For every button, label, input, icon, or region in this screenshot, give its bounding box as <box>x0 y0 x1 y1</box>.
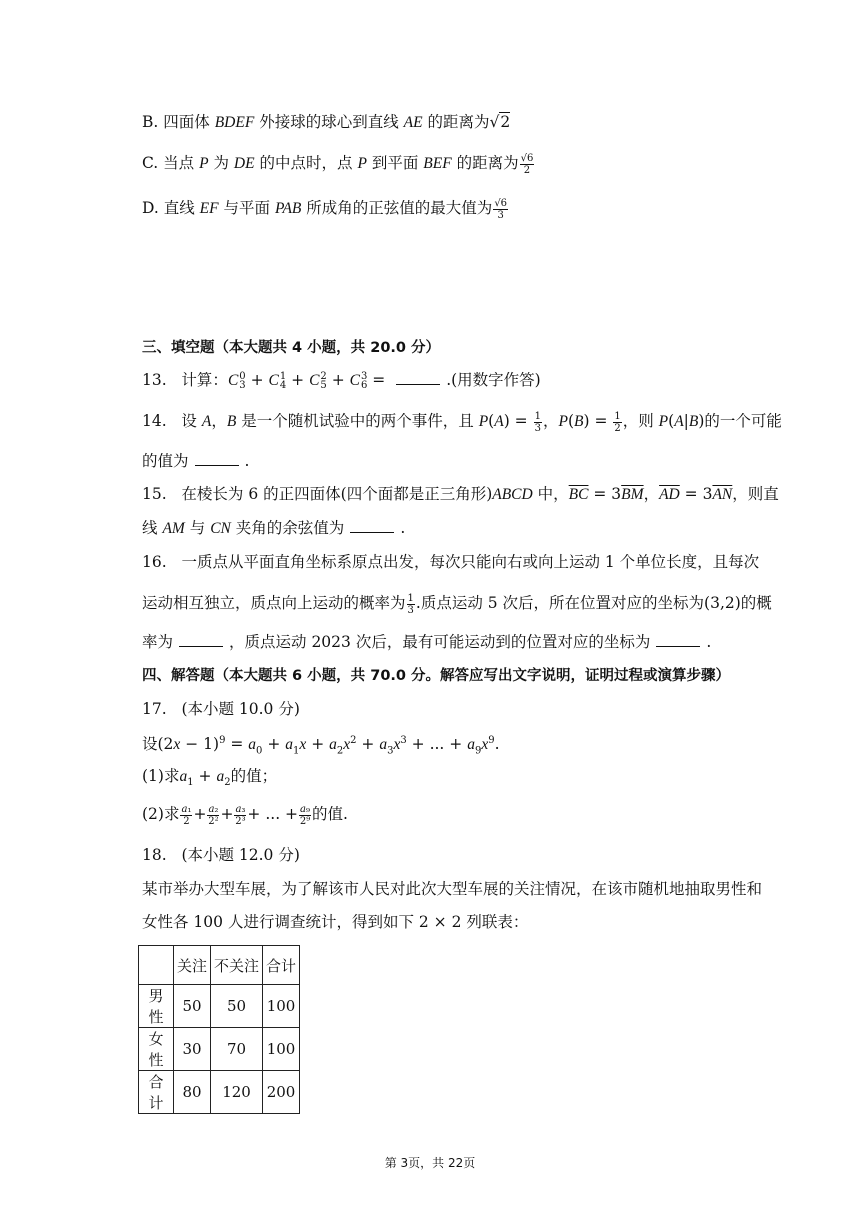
section-title-answer: 四、解答题（本大题共 6 小题，共 70.0 分。解答应写出文字说明，证明过程或演算步骤） <box>142 668 731 684</box>
table-cell: 女性 <box>139 1028 174 1071</box>
table-header-row <box>139 946 300 985</box>
table-cell: 30 <box>174 1028 211 1071</box>
answer-blank <box>350 518 394 533</box>
question-16-line3: 率为 ，质点运动 2023 次后，最有可能运动到的位置对应的坐标为 . <box>142 633 712 651</box>
question-17-score: (本小题 10.0 分) <box>181 700 300 718</box>
table-cell: 合计 <box>263 946 300 985</box>
table-cell <box>139 946 174 985</box>
question-16-text: 一质点从平面直角坐标系原点出发，每次只能向右或向上运动 1 个单位长度，且每次 <box>181 553 760 571</box>
question-18-header <box>142 844 300 866</box>
question-17-header <box>142 698 300 720</box>
table-row <box>139 985 300 1028</box>
option-d: D. 直线 EF 与平面 PAB 所成角的正弦值的最大值为 $\frac{√6}{3}$ <box>142 197 508 221</box>
question-15: 15. 在棱长为 6 的正四面体(四个面都是正三角形)ABCD 中，$\overline{BC} = 3\overline{BM}$，$\overline{AD} = 3\overline{AN}$，则直 <box>142 485 779 503</box>
table-cell: 关注 <box>174 946 211 985</box>
question-18-score: (本小题 12.0 分) <box>181 846 300 864</box>
question-18-text1: 某市举办大型车展，为了解该市人民对此次大型车展的关注情况，在该市随机地抽取男性和 <box>142 880 763 898</box>
question-16 <box>142 551 759 573</box>
question-16-line2: 运动相互独立，质点向上运动的概率为 $\frac{1}{3}$ .质点运动 5 次后，所在位置对应的坐标为(3,2)的概 <box>142 592 772 616</box>
answer-blank <box>396 370 440 385</box>
page-footer: 第 3页，共 22页 <box>384 1156 476 1170</box>
table-cell: 120 <box>211 1071 263 1114</box>
question-18-text2: 女性各 100 人进行调查统计，得到如下 2 × 2 列联表： <box>142 913 529 931</box>
question-14: 14. 设 A，B 是一个随机试验中的两个事件，且 P(A) = $\frac{1}{3}$ ，P(B) = $\frac{1}{2}$ ，则 P(A|B)的一个可能 <box>142 410 782 434</box>
option-b-label: B. <box>142 113 159 131</box>
table-cell: 男性 <box>139 985 174 1028</box>
question-15-number: 15. <box>142 485 167 503</box>
option-c-label: C. <box>142 154 159 172</box>
question-14-line2: 的值为 . <box>142 452 250 470</box>
question-17-stem: 设$(2x - 1)^9 = a_0 + a_1x + a_2x^2 + a_3x^3$ + ... + $a_9x^9$. <box>142 735 500 757</box>
table-cell: 70 <box>211 1028 263 1071</box>
option-d-label: D. <box>142 199 159 217</box>
table-cell: 50 <box>174 985 211 1028</box>
question-18-number: 18. <box>142 846 167 864</box>
answer-blank <box>179 632 223 647</box>
table-cell: 80 <box>174 1071 211 1114</box>
question-14-number: 14. <box>142 412 167 430</box>
question-13: 13. 计算：C 0 3 + C 1 4 + C 2 5 + C 3 6 = .(用数字作答) <box>142 371 541 391</box>
question-15-line2: 线 AM 与 CN 夹角的余弦值为 . <box>142 519 406 537</box>
option-c: C. 当点 P 为 DE 的中点时，点 P 到平面 BEF 的距离为 $\frac{√6}{2}$ <box>142 152 534 176</box>
question-13-number: 13. <box>142 371 167 389</box>
table-cell: 50 <box>211 985 263 1028</box>
question-17-number: 17. <box>142 700 167 718</box>
table-cell: 合计 <box>139 1071 174 1114</box>
section-title-fill-blank: 三、填空题（本大题共 4 小题，共 20.0 分） <box>142 340 441 356</box>
contingency-table <box>138 945 300 1114</box>
table-row <box>139 1028 300 1071</box>
table-cell: 100 <box>263 985 300 1028</box>
table-row <box>139 1071 300 1114</box>
question-17-part1: (1)求$a_1 + a_2$的值； <box>142 767 278 789</box>
answer-blank <box>656 632 700 647</box>
table-cell: 100 <box>263 1028 300 1071</box>
answer-blank <box>195 451 239 466</box>
question-16-number: 16. <box>142 553 167 571</box>
table-cell: 200 <box>263 1071 300 1114</box>
option-b: B. 四面体 BDEF 外接球的球心到直线 AE 的距离为√2 <box>142 113 511 131</box>
table-cell: 不关注 <box>211 946 263 985</box>
question-17-part2: (2)求 $\frac{\text{a₁}}{2}$ + $\frac{\text{a₂}}{\text{2²}}$ + $\frac{\text{a₃}}{\text{2³}}$ + ... + $\frac{\text{a₉}}{\text{2⁹}}$ 的值. <box>142 803 348 827</box>
